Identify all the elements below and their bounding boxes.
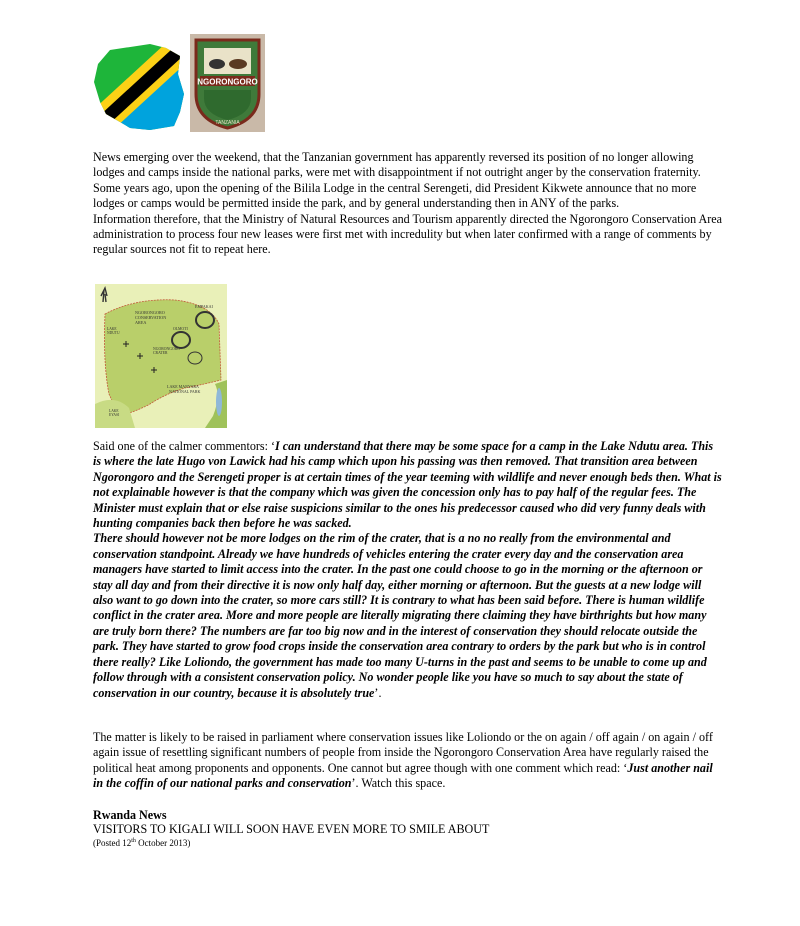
quote-paragraph-1 [93,439,723,531]
quote-bold-1: I can understand that there may be some space for a camp in the Lake Ndutu area. This is where the late Hugo von Lawick had his camp which upon his passing was then removed. That transition area between Ngorongoro and the Serengeti proper is at certain times of the year teeming with wildlife and never enough beds then. What is not explainable however is that the company which was given the concession only has to pay half of the regular fees. The Minister must explain that or else raise suspicions similar to the ones his predecessor caused who did very funny deals with hunting companies back then before he was sacked. [93,439,722,531]
svg-text:TANZANIA: TANZANIA [215,120,240,126]
svg-text:LAKE: LAKE [109,409,119,413]
map-label-olmoti: OLMOTI [173,327,188,331]
ngorongoro-emblem-icon [190,34,265,132]
svg-text:AREA: AREA [135,320,147,325]
intro-paragraphs [93,150,723,258]
ngorongoro-map [95,284,227,428]
svg-text:EYASI: EYASI [109,413,120,417]
quote-end: ’. [374,685,382,700]
para3-bold: Just another nail in the coffin of our national parks and conservation [93,760,713,791]
ngorongoro-logo-text: NGORONGORO [197,77,258,87]
quote-paragraph-2 [93,531,723,700]
rwanda-news-section [93,808,489,849]
map-label-area: NGORONGORO [135,310,165,315]
svg-text:NGORONGORO: NGORONGORO [153,347,181,351]
svg-text:CONSERVATION: CONSERVATION [135,315,167,320]
closing-paragraph [93,730,723,792]
paragraph-news: News emerging over the weekend, that the Tanzanian government has apparently reversed its position of no longer allowing lodges and camps inside the national parks, were met with disappointment if not outright anger by the conservation fraternity. Some years ago, upon the opening of the Bilila Lodge in the central Serengeti, did President Kikwete announce that no more lodges or camps would be permitted inside the park, and by general understanding then in ANY of the parks. [93,150,701,211]
header-logos [90,34,268,134]
svg-text:CRATER: CRATER [153,351,168,355]
quote-intro: Said one of the calmer commentors: ‘ [93,439,276,453]
commentor-quote [93,439,723,701]
svg-text:NATIONAL PARK: NATIONAL PARK [169,389,201,394]
svg-text:NDUTU: NDUTU [107,331,120,335]
svg-text:LAKE: LAKE [107,327,117,331]
quote-bold-2: There should however not be more lodges on the rim of the crater, that is a no no really from the environmental and conservation standpoint. Already we have hundreds of vehicles entering the crater every day and the conservation area managers have started to limit access into the crater. In the past one could choose to go in the morning or the afternoon or stay all day and from their directive it is now only half day, either morning or afternoon. But the guests at a new lodge will also want to go down into the crater, so more cars still? It is contrary to what has been said before. There is human wildlife conflict in the crater area. More and more people are literally migrating there claiming they have birthrights but how many are truly born there? The numbers are far too big now and in the interest of conservation they should relocate outside the park. They have started to grow food crops inside the conservation area contrary to orders by the park but who is in control there really? Like Loliondo, the government has made too many U-turns in the past and seems to be unable to come up and follow through with a consistent conservation policy. No wonder people like you have so much to say about the state of conservation in our country, because it is absolutely true [93,531,707,700]
section-label: Rwanda News [93,808,167,822]
para3-end: ’. Watch this space. [351,776,446,791]
para3-start: The matter is likely to be raised in parliament where conservation issues like Loliondo or the on again / off again / on again / off again issue of resettling significant numbers of people from inside the Ngorongoro Conservation Area have regularly raised the political heat among proponents and opponents. One cannot but agree though with one comment which read: ‘ [93,730,713,775]
posted-date: (Posted 12th October 2013) [93,838,191,848]
tanzania-flag-map-icon [90,42,188,132]
paragraph-information: Information therefore, that the Ministry of Natural Resources and Tourism apparently directed the Ngorongoro Conservation Area administration to process four new leases were first met with incredulity but when later confirmed with a range of comments by regular sources not fit to repeat here. [93,211,722,257]
map-label-empakai: EMPAKAI [195,304,213,309]
news-headline[interactable]: VISITORS TO KIGALI WILL SOON HAVE EVEN MORE TO SMILE ABOUT [93,822,490,836]
svg-text:LAKE MANYARA: LAKE MANYARA [167,384,199,389]
